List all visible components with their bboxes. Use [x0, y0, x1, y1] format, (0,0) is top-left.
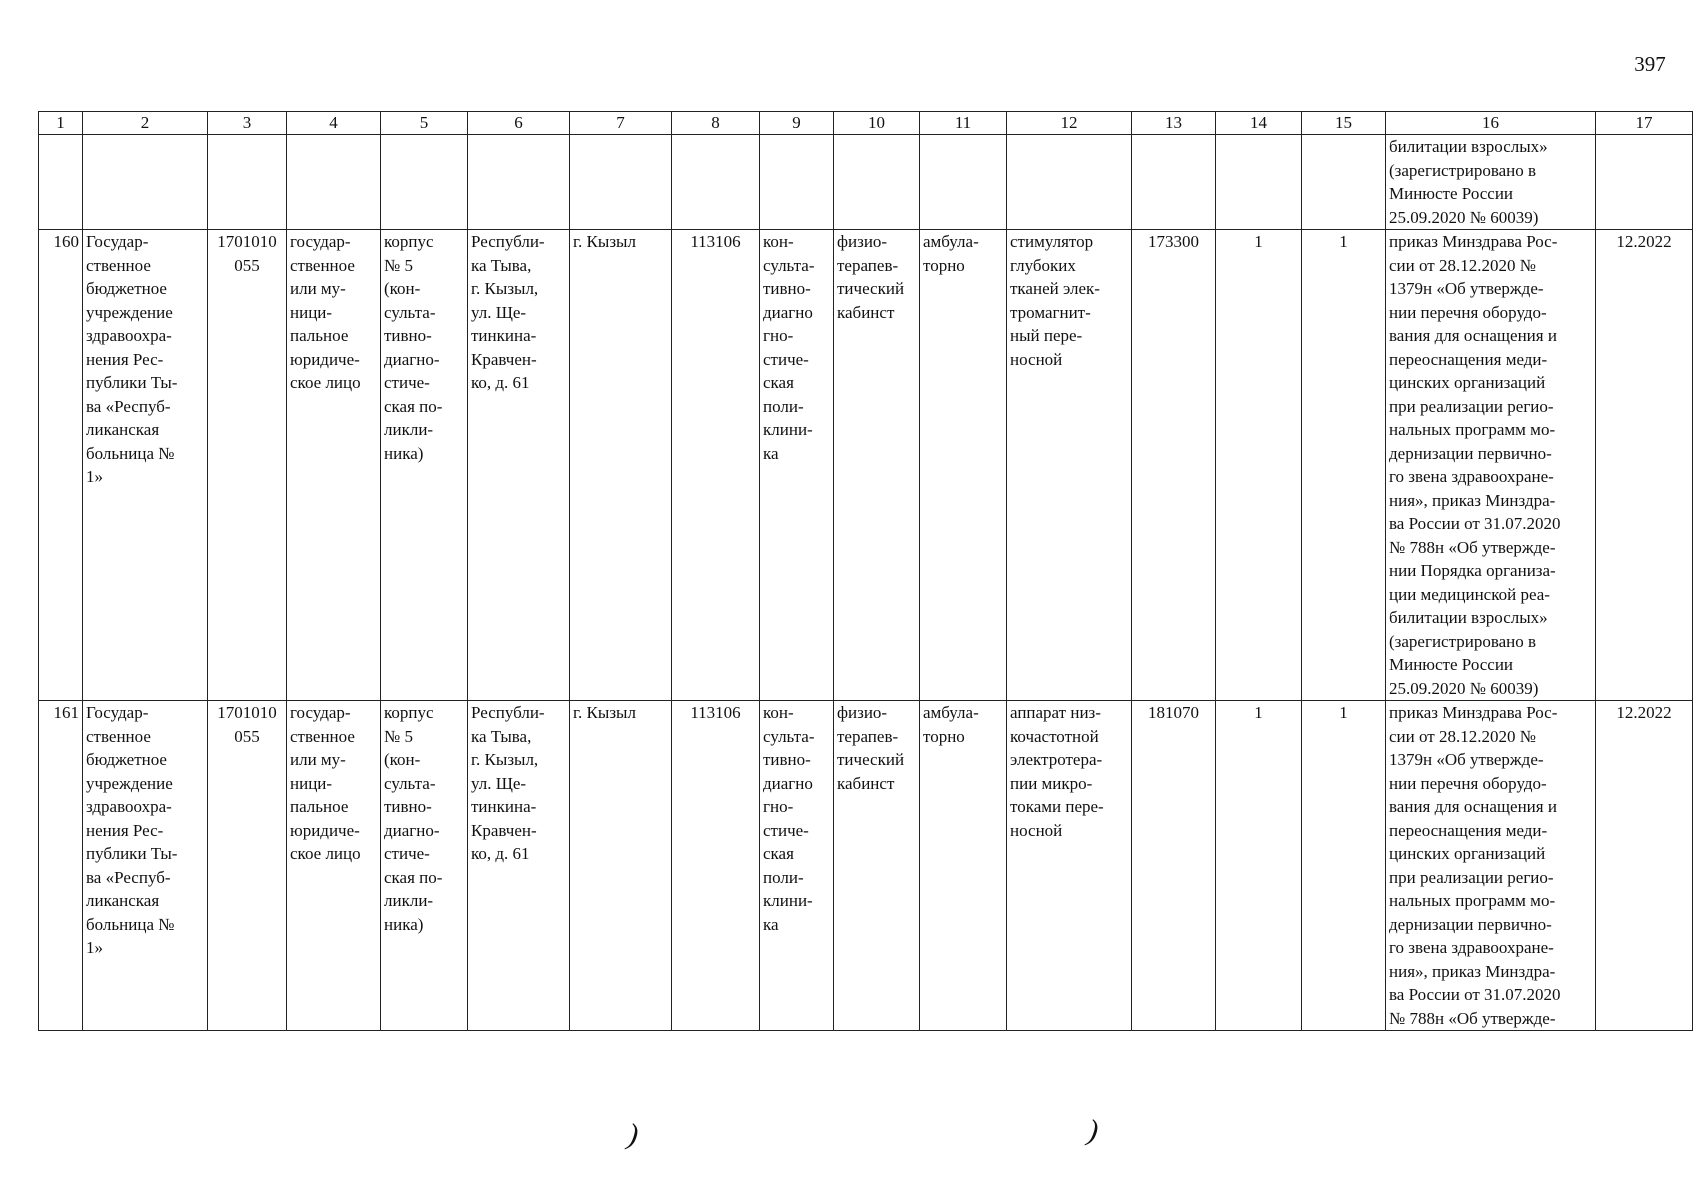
table-row [39, 701, 1693, 1031]
city: г. Кызыл [570, 230, 672, 701]
basis-cell: приказ Минздрава Рос- сии от 28.12.2020 № 1379н «Об утвержде- нии перечня оборудо- вания для оснащения и переоснащения меди- цинских организаций при реализации регио- нальных программ мо- дернизации первично- го звена здравоохране- ния», приказ Минздра- ва России от 31.07.2020 № 788н «Об утвержде- [1386, 701, 1596, 1031]
care-mode: амбула- торно [920, 230, 1007, 701]
header-row [39, 112, 1693, 135]
row-number: 160 [39, 230, 83, 701]
cabinet: физио- терапев- тический кабинст [834, 701, 920, 1031]
column-header: 2 [83, 112, 208, 135]
equipment-name: стимулятор глубоких тканей элек- тромагнит- ный пере- носной [1007, 230, 1132, 701]
division: кон- сульта- тивно- диагно гно- стиче- ская поли- клини- ка [760, 230, 834, 701]
table-row [39, 230, 1693, 701]
basis-cell: билитации взрослых» (зарегистрировано в Минюсте России 25.09.2020 № 60039) [1386, 135, 1596, 230]
division: кон- сульта- тивно- диагно гно- стиче- ская поли- клини- ка [760, 701, 834, 1031]
care-mode: амбула- торно [920, 701, 1007, 1031]
institution-code: 1701010 055 [208, 230, 287, 701]
building: корпус № 5 (кон- сульта- тивно- диагно- стиче- ская по- ликли- ника) [381, 701, 468, 1031]
institution-name: Государ- ственное бюджетное учреждение здравоохра- нения Рес- публики Ты- ва «Респуб- ликанская больница № 1» [83, 230, 208, 701]
column-header: 12 [1007, 112, 1132, 135]
equipment-name: аппарат низ- кочастотной электротера- пии микро- токами пере- носной [1007, 701, 1132, 1031]
quantity-14: 1 [1216, 230, 1302, 701]
column-header: 17 [1596, 112, 1693, 135]
column-header: 14 [1216, 112, 1302, 135]
address: Республи- ка Тыва, г. Кызыл, ул. Ще- тинкина- Кравчен- ко, д. 61 [468, 230, 570, 701]
quantity-14: 1 [1216, 701, 1302, 1031]
building: корпус № 5 (кон- сульта- тивно- диагно- стиче- ская по- ликли- ника) [381, 230, 468, 701]
column-header: 1 [39, 112, 83, 135]
institution-name: Государ- ственное бюджетное учреждение здравоохра- нения Рес- публики Ты- ва «Респуб- ликанская больница № 1» [83, 701, 208, 1031]
institution-code: 1701010 055 [208, 701, 287, 1031]
ownership-type: государ- ственное или му- ници- пальное юридиче- ское лицо [287, 701, 381, 1031]
column-header: 16 [1386, 112, 1596, 135]
column-header: 4 [287, 112, 381, 135]
due-date: 12.2022 [1596, 701, 1693, 1031]
column-header: 9 [760, 112, 834, 135]
column-header: 7 [570, 112, 672, 135]
quantity-15: 1 [1302, 701, 1386, 1031]
ownership-type: государ- ственное или му- ници- пальное юридиче- ское лицо [287, 230, 381, 701]
column-header: 13 [1132, 112, 1216, 135]
column-header: 15 [1302, 112, 1386, 135]
continuation-row [39, 135, 1693, 230]
column-header: 10 [834, 112, 920, 135]
row-number: 161 [39, 701, 83, 1031]
postal-index: 113106 [672, 230, 760, 701]
column-header: 5 [381, 112, 468, 135]
scan-mark: ) [1085, 1113, 1101, 1148]
due-date: 12.2022 [1596, 230, 1693, 701]
equipment-code: 173300 [1132, 230, 1216, 701]
city: г. Кызыл [570, 701, 672, 1031]
address: Республи- ка Тыва, г. Кызыл, ул. Ще- тинкина- Кравчен- ко, д. 61 [468, 701, 570, 1031]
postal-index: 113106 [672, 701, 760, 1031]
scan-mark: ) [625, 1117, 641, 1152]
column-header: 11 [920, 112, 1007, 135]
page-number: 397 [1634, 52, 1666, 76]
column-header: 6 [468, 112, 570, 135]
column-header: 3 [208, 112, 287, 135]
equipment-table [38, 111, 1693, 1031]
quantity-15: 1 [1302, 230, 1386, 701]
column-header: 8 [672, 112, 760, 135]
basis-cell: приказ Минздрава Рос- сии от 28.12.2020 № 1379н «Об утвержде- нии перечня оборудо- вания для оснащения и переоснащения меди- цинских организаций при реализации регио- нальных программ мо- дернизации первично- го звена здравоохране- ния», приказ Минздра- ва России от 31.07.2020 № 788н «Об утвержде- нии Порядка организа- ции медицинской реа- билитации взрослых» (зарегистрировано в Минюсте России 25.09.2020 № 60039) [1386, 230, 1596, 701]
cabinet: физио- терапев- тический кабинст [834, 230, 920, 701]
equipment-code: 181070 [1132, 701, 1216, 1031]
